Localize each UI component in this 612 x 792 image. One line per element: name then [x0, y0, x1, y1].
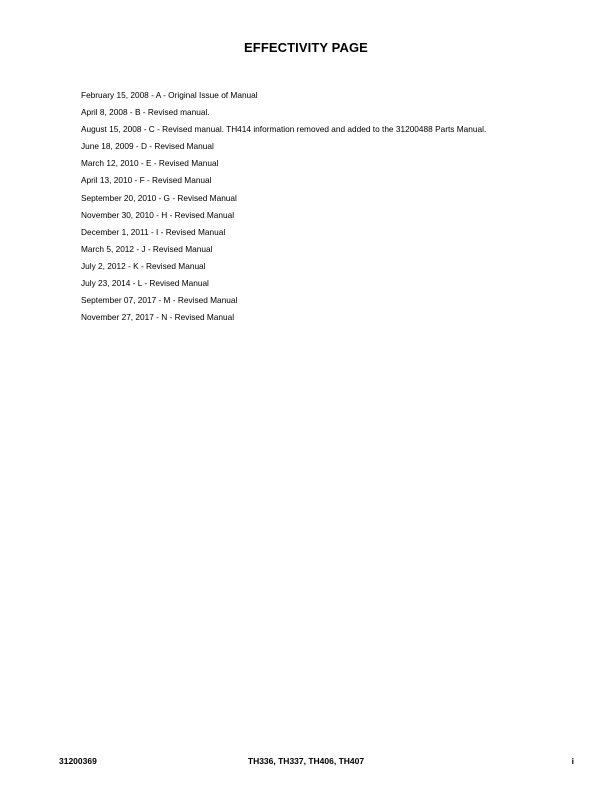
- revision-entry: September 07, 2017 - M - Revised Manual: [81, 295, 238, 306]
- revision-entry: July 2, 2012 - K - Revised Manual: [81, 260, 206, 271]
- page-title: EFFECTIVITY PAGE: [244, 40, 368, 55]
- revision-entry: June 18, 2009 - D - Revised Manual: [81, 141, 214, 152]
- revision-entry: December 1, 2011 - I - Revised Manual: [81, 226, 226, 237]
- revision-entry: November 30, 2010 - H - Revised Manual: [81, 209, 235, 220]
- page-footer: [0, 756, 612, 768]
- revision-entry: April 8, 2008 - B - Revised manual.: [81, 107, 210, 118]
- revision-entry: March 12, 2010 - E - Revised Manual: [81, 158, 219, 169]
- revision-entry: September 20, 2010 - G - Revised Manual: [81, 192, 237, 203]
- page-number: i: [571, 756, 574, 766]
- revision-entry: August 15, 2008 - C - Revised manual. TH414 information removed and added to the 31200488 Parts Manual.: [81, 124, 487, 135]
- revision-entry: July 23, 2014 - L - Revised Manual: [81, 278, 209, 289]
- revision-entry: March 5, 2012 - J - Revised Manual: [81, 243, 213, 254]
- model-list: TH336, TH337, TH406, TH407: [247, 756, 365, 766]
- revision-entry: February 15, 2008 - A - Original Issue of Manual: [81, 90, 258, 100]
- revision-entry: November 27, 2017 - N - Revised Manual: [81, 312, 235, 323]
- document-number: 31200369: [59, 756, 97, 766]
- revision-entry: April 13, 2010 - F - Revised Manual: [81, 175, 212, 186]
- revision-list: [81, 87, 486, 326]
